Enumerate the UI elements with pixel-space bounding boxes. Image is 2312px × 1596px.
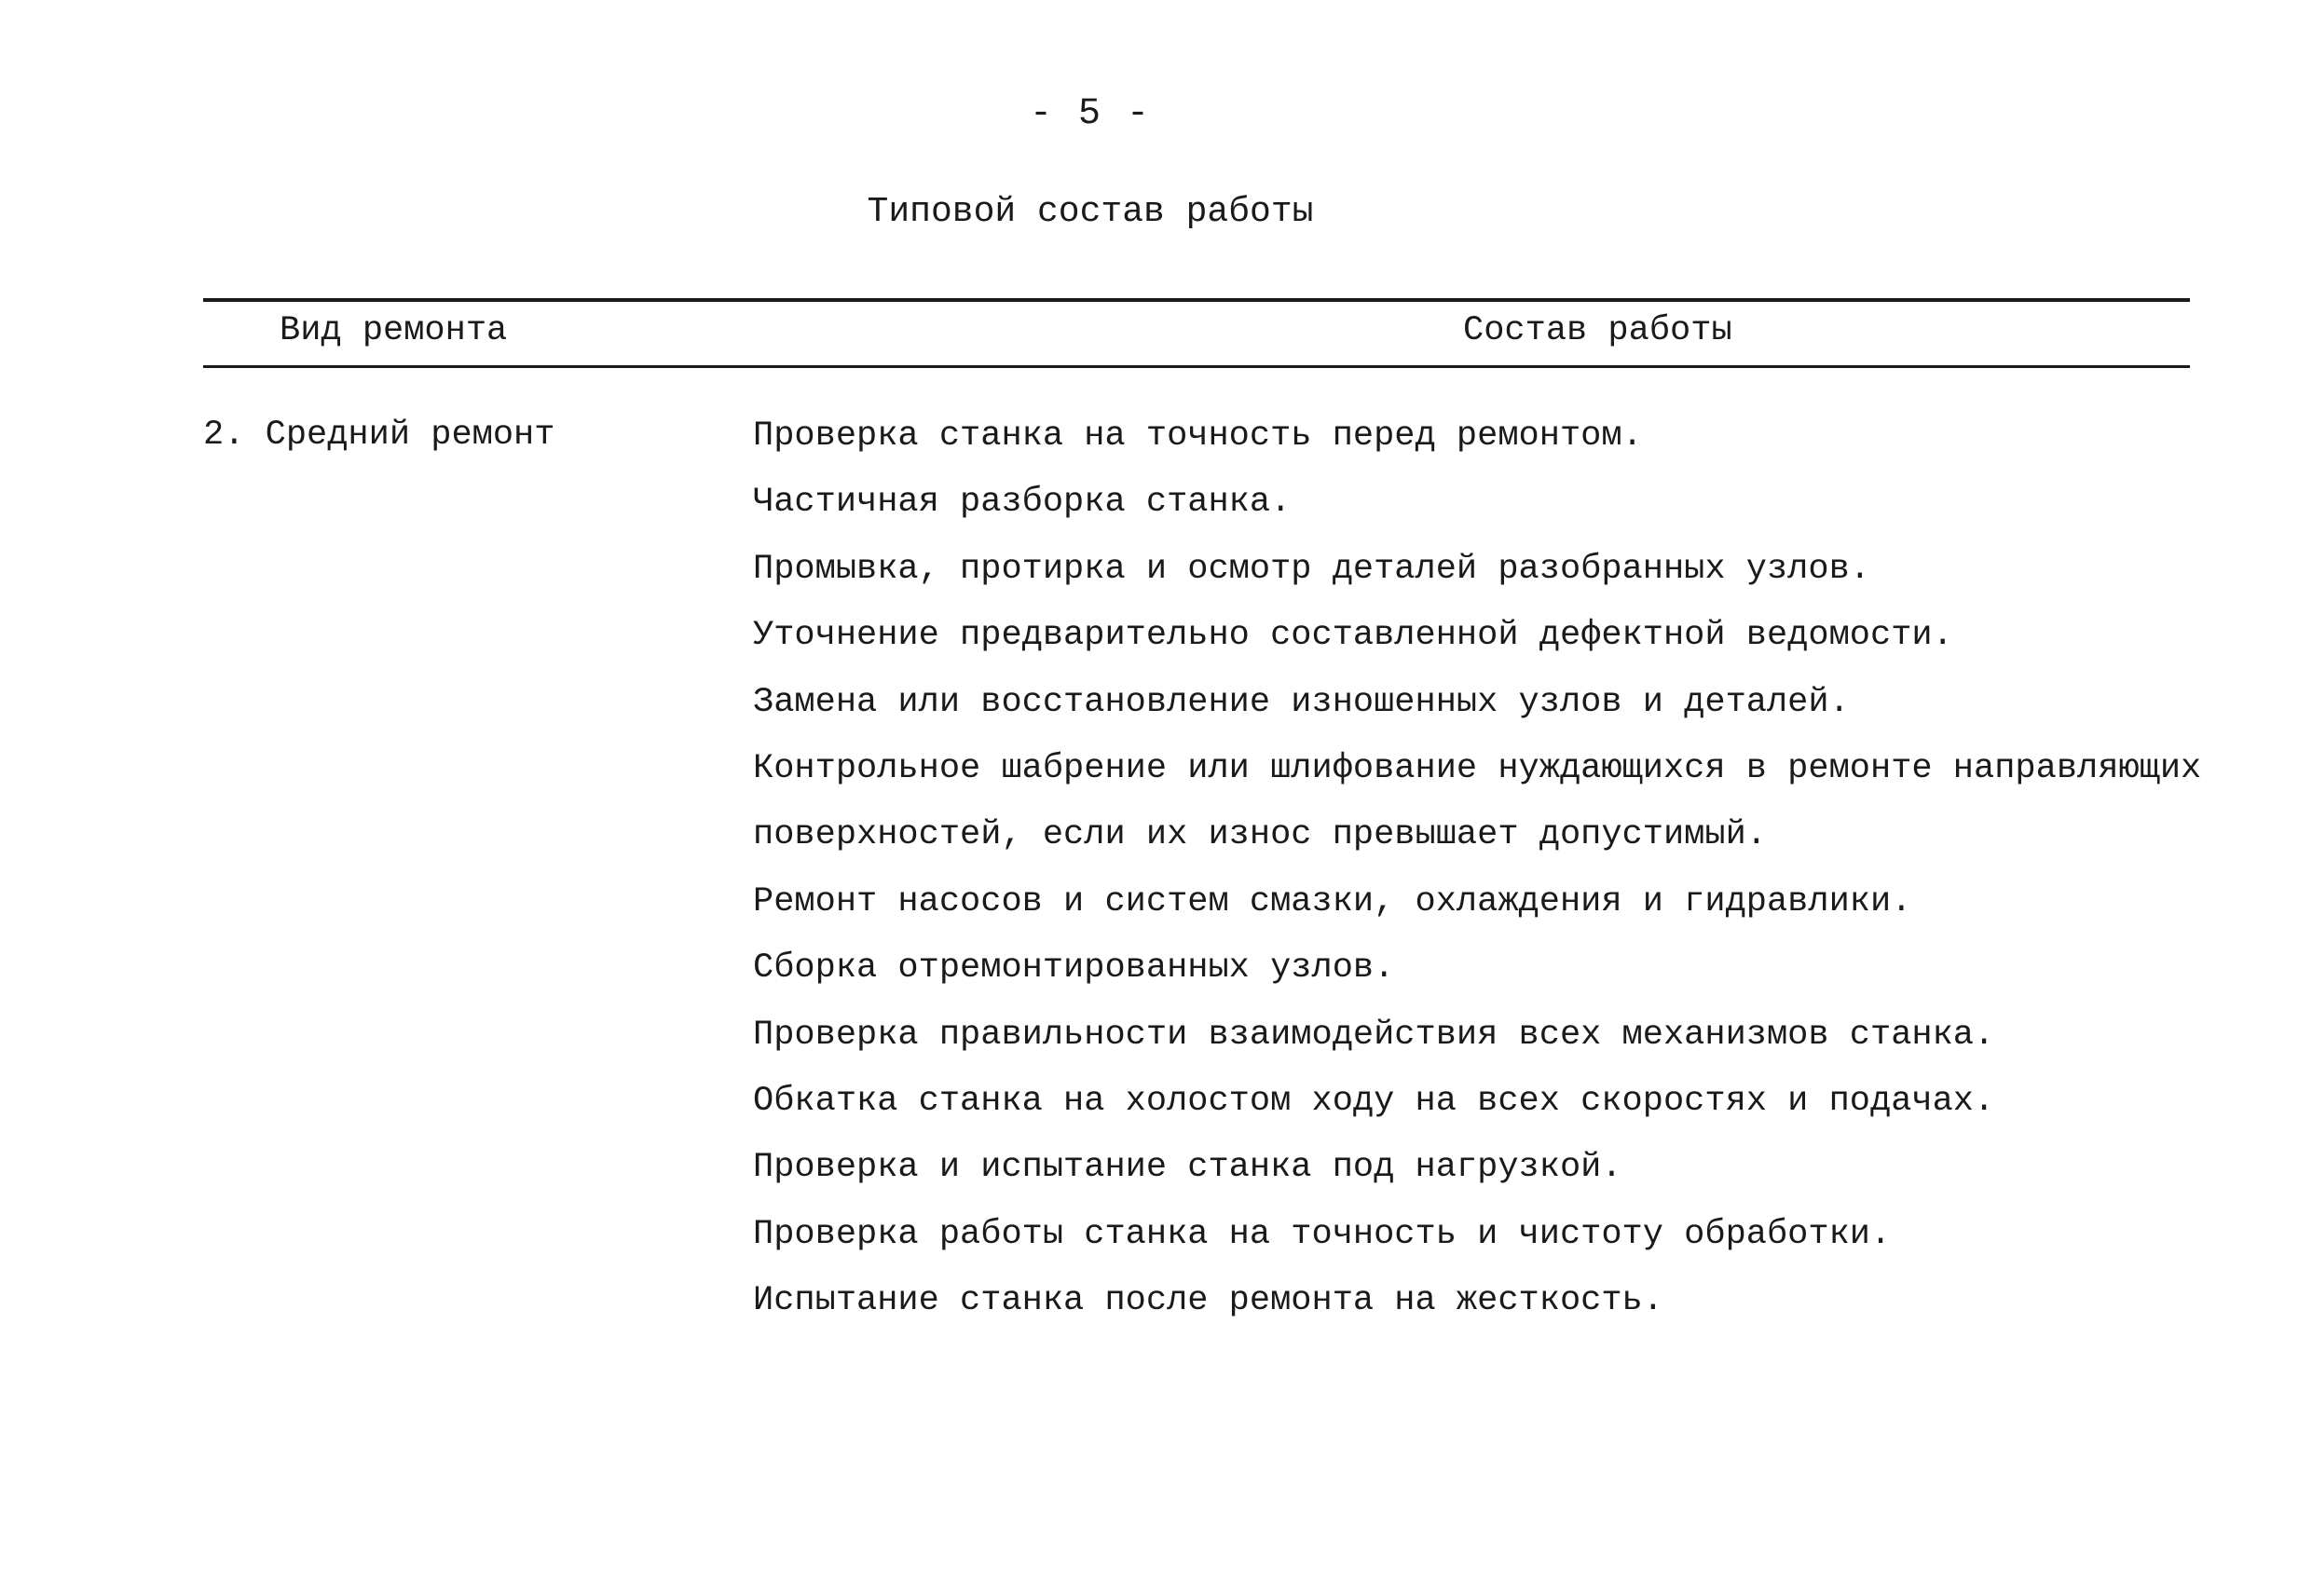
work-line: Ремонт насосов и систем смазки, охлаждения и гидравлики. <box>753 881 1912 921</box>
work-line: Испытание станка после ремонта на жесткость. <box>753 1281 1663 1321</box>
work-line: Уточнение предварительно составленной дефектной ведомости. <box>753 616 1953 656</box>
work-line: Контрольное шабрение или шлифование нуждающихся в ремонте направляющих <box>753 748 2202 788</box>
work-line: Проверка и испытание станка под нагрузкой. <box>753 1148 1622 1188</box>
work-line: Проверка станка на точность перед ремонтом. <box>753 416 1643 456</box>
work-line: Проверка правильности взаимодействия всех механизмов станка. <box>753 1015 1995 1055</box>
work-line: Замена или восстановление изношенных узлов и деталей. <box>753 682 1850 722</box>
work-line: Сборка отремонтированных узлов. <box>753 948 1395 989</box>
work-line: поверхностей, если их износ превышает допустимый. <box>753 815 1767 855</box>
header-bottom-rule <box>203 365 2190 368</box>
table-top-rule <box>203 298 2190 302</box>
page-number: - 5 - <box>1029 93 1152 135</box>
work-line: Обкатка станка на холостом ходу на всех скоростях и подачах. <box>753 1081 1995 1121</box>
work-line: Промывка, протирка и осмотр деталей разобранных узлов. <box>753 549 1870 589</box>
table-title: Типовой состав работы <box>867 192 1314 232</box>
work-line: Частичная разборка станка. <box>753 483 1292 523</box>
header-work-composition: Состав работы <box>1463 311 1732 350</box>
repair-type-cell: 2. Средний ремонт <box>203 416 555 455</box>
work-composition-list <box>753 416 2201 1346</box>
header-repair-type: Вид ремонта <box>280 311 508 350</box>
work-line: Проверка работы станка на точность и чистоту обработки. <box>753 1214 1892 1254</box>
